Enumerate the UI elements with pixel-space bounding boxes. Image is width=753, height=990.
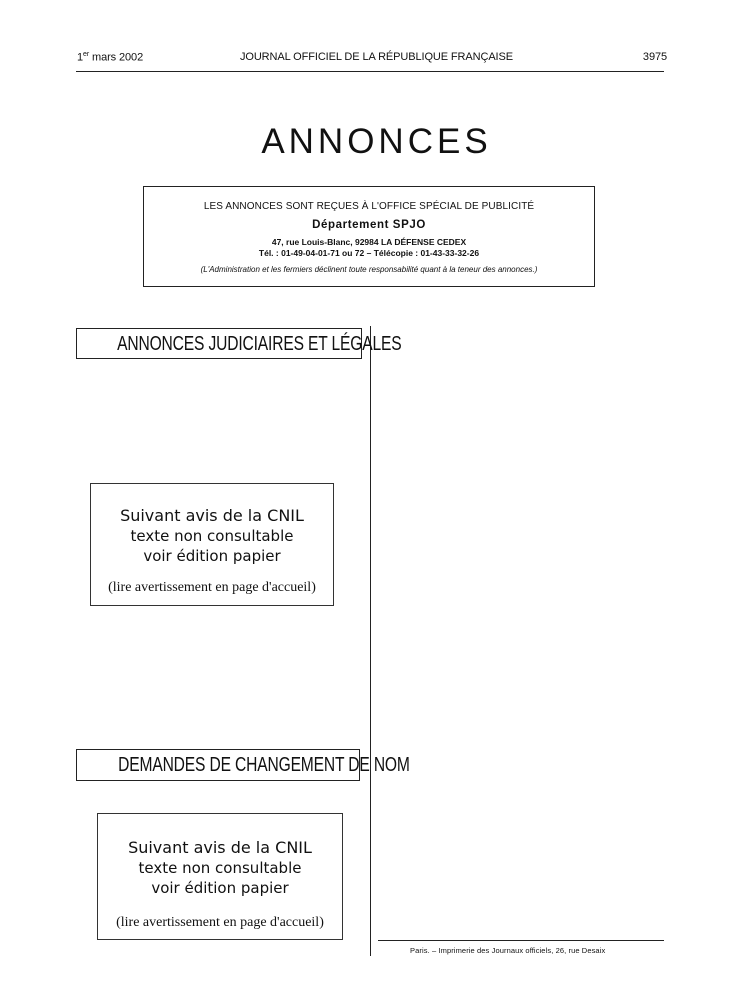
publicity-info-box bbox=[143, 186, 595, 287]
column-divider bbox=[370, 326, 371, 956]
info-receipt-line: LES ANNONCES SONT REÇUES À L'OFFICE SPÉCIAL DE PUBLICITÉ bbox=[203, 201, 535, 212]
section-heading-name-change bbox=[76, 749, 410, 781]
info-disclaimer: (L'Administration et les fermiers déclinent toute responsabilité quant à la teneur des annonces.) bbox=[200, 265, 538, 274]
cnil-notice-line2: texte non consultable bbox=[138, 859, 302, 877]
page-number: 3975 bbox=[642, 51, 667, 63]
cnil-notice-line1: Suivant avis de la CNIL bbox=[128, 838, 312, 857]
cnil-notice-warning: (lire avertissement en page d'accueil) bbox=[116, 915, 324, 930]
cnil-notice-line3: voir édition papier bbox=[151, 879, 289, 897]
cnil-notice-judicial bbox=[90, 483, 334, 606]
printer-imprint: Paris. – Imprimerie des Journaux officiels, 26, rue Desaix bbox=[410, 946, 606, 955]
cnil-notice-line3: voir édition papier bbox=[143, 547, 281, 565]
cnil-notice-line2: texte non consultable bbox=[130, 527, 294, 545]
info-address-block bbox=[144, 237, 594, 259]
footer-rule bbox=[378, 940, 664, 941]
issue-date-ordinal: er bbox=[83, 51, 90, 58]
section-heading-judicial bbox=[76, 328, 402, 359]
cnil-notice-warning: (lire avertissement en page d'accueil) bbox=[108, 580, 316, 595]
info-department: Département SPJO bbox=[312, 219, 426, 231]
header-rule bbox=[76, 71, 664, 72]
section-heading-judicial-label: ANNONCES JUDICIAIRES ET LÉGALES bbox=[117, 333, 402, 355]
page-title: ANNONCES bbox=[261, 122, 492, 161]
journal-title: JOURNAL OFFICIEL DE LA RÉPUBLIQUE FRANÇAISE bbox=[239, 51, 513, 63]
info-address: 47, rue Louis-Blanc, 92984 LA DÉFENSE CEDEX bbox=[271, 237, 467, 247]
cnil-notice-name-change bbox=[97, 813, 343, 940]
issue-date-day: 1 bbox=[77, 51, 84, 64]
section-heading-name-change-label: DEMANDES DE CHANGEMENT DE NOM bbox=[118, 754, 410, 776]
cnil-notice-line1: Suivant avis de la CNIL bbox=[120, 506, 304, 525]
info-phones: Tél. : 01-49-04-01-71 ou 72 – Télécopie : 01-43-33-32-26 bbox=[258, 248, 480, 258]
issue-date-month-year: mars 2002 bbox=[89, 51, 144, 64]
